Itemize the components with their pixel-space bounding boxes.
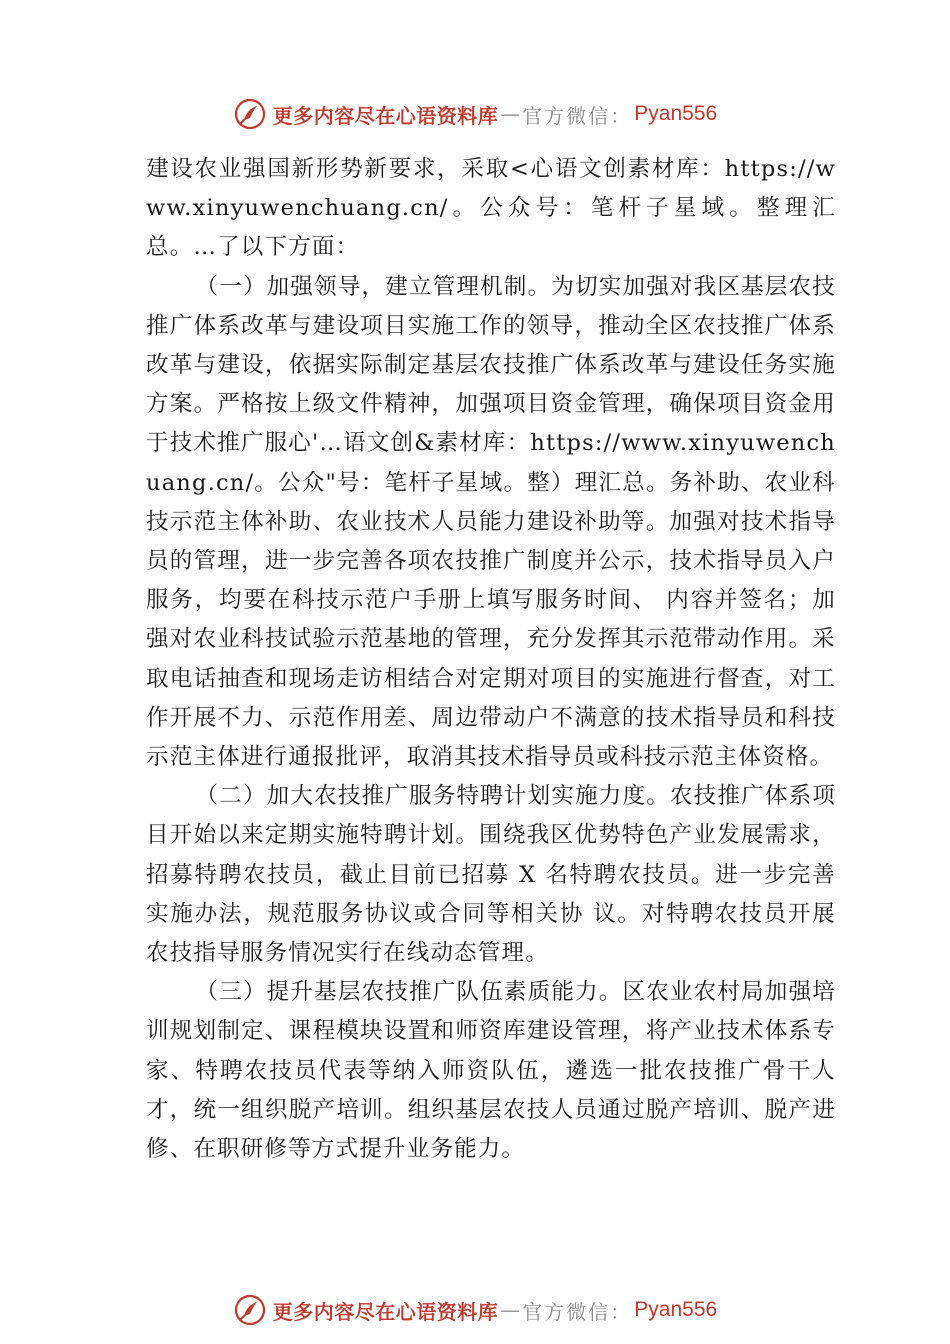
paragraph-section-2: （二）加大农技推广服务特聘计划实施力度。农技推广体系项目开始以来定期实施特聘计划。围绕我区优势特色产业发展需求，招募特聘农技员，截止目前已招募 X 名特聘农技员。进一步完善实施办法，规范服务协议或合同等相关协 议。对特聘农技员开展农技指导服务情况实行在线动态管理。 [146,783,836,967]
paragraph-section-3: （三）提升基层农技推广队伍素质能力。区农业农村局加强培训规划制定、课程模块设置和师资库建设管理，将产业技术体系专家、特聘农技员代表等纳入师资队伍，遴选一批农技推广骨干人才，统一组织脱产培训。组织基层农技人员通过脱产培训、脱产进修、在职研修等方式提升业务能力。 [146,979,836,1163]
banner-wechat-label: 官方微信： [522,1299,633,1324]
banner-dash: — [500,1298,521,1322]
header-banner [0,94,950,134]
banner-title: 更多内容尽在心语资料库 [272,103,499,128]
banner-title: 更多内容尽在心语资料库 [272,1299,499,1324]
banner-dash: — [500,102,521,126]
document-body [146,150,836,1169]
banner-wechat-id: Pyan556 [634,1298,718,1321]
paragraph-intro: 建设农业强国新形势新要求，采取<心语文创素材库：https://www.xinyuwenchuang.cn/。公众号：笔杆子星域。整理汇总。…了以下方面： [146,156,836,261]
banner-wechat-id: Pyan556 [634,102,718,125]
banner-wechat-label: 官方微信： [522,103,633,128]
paragraph-section-1: （一）加强领导，建立管理机制。为切实加强对我区基层农技推广体系改革与建设项目实施工作的领导，推动全区农技推广体系改革与建设，依据实际制定基层农技推广体系改革与建设任务实施方案。严格按上级文件精神，加强项目资金管理，确保项目资金用于技术推广服心'…语文创&素材库：https://www.xinyuwenchuang.cn/。公众"号：笔杆子星域。整）理汇总。务补助、农业科技示范主体补助、农业技术人员能力建设补助等。加强对技术指导员的管理，进一步完善各项农技推广制度并公示，技术指导员入户服务，均要在科技示范户手册上填写服务时间、 内容并签名；加强对农业科技试验示范基地的管理，充分发挥其示范带动作用。采取电话抽查和现场走访相结合对定期对项目的实施进行督查，对工作开展不力、示范作用差、周边带动户不满意的技术指导员和科技示范主体进行通报批评，取消其技术指导员或科技示范主体资格。 [146,273,836,771]
xinyu-logo-icon [233,1293,267,1327]
xinyu-logo-icon [233,97,267,131]
footer-banner [0,1290,950,1330]
